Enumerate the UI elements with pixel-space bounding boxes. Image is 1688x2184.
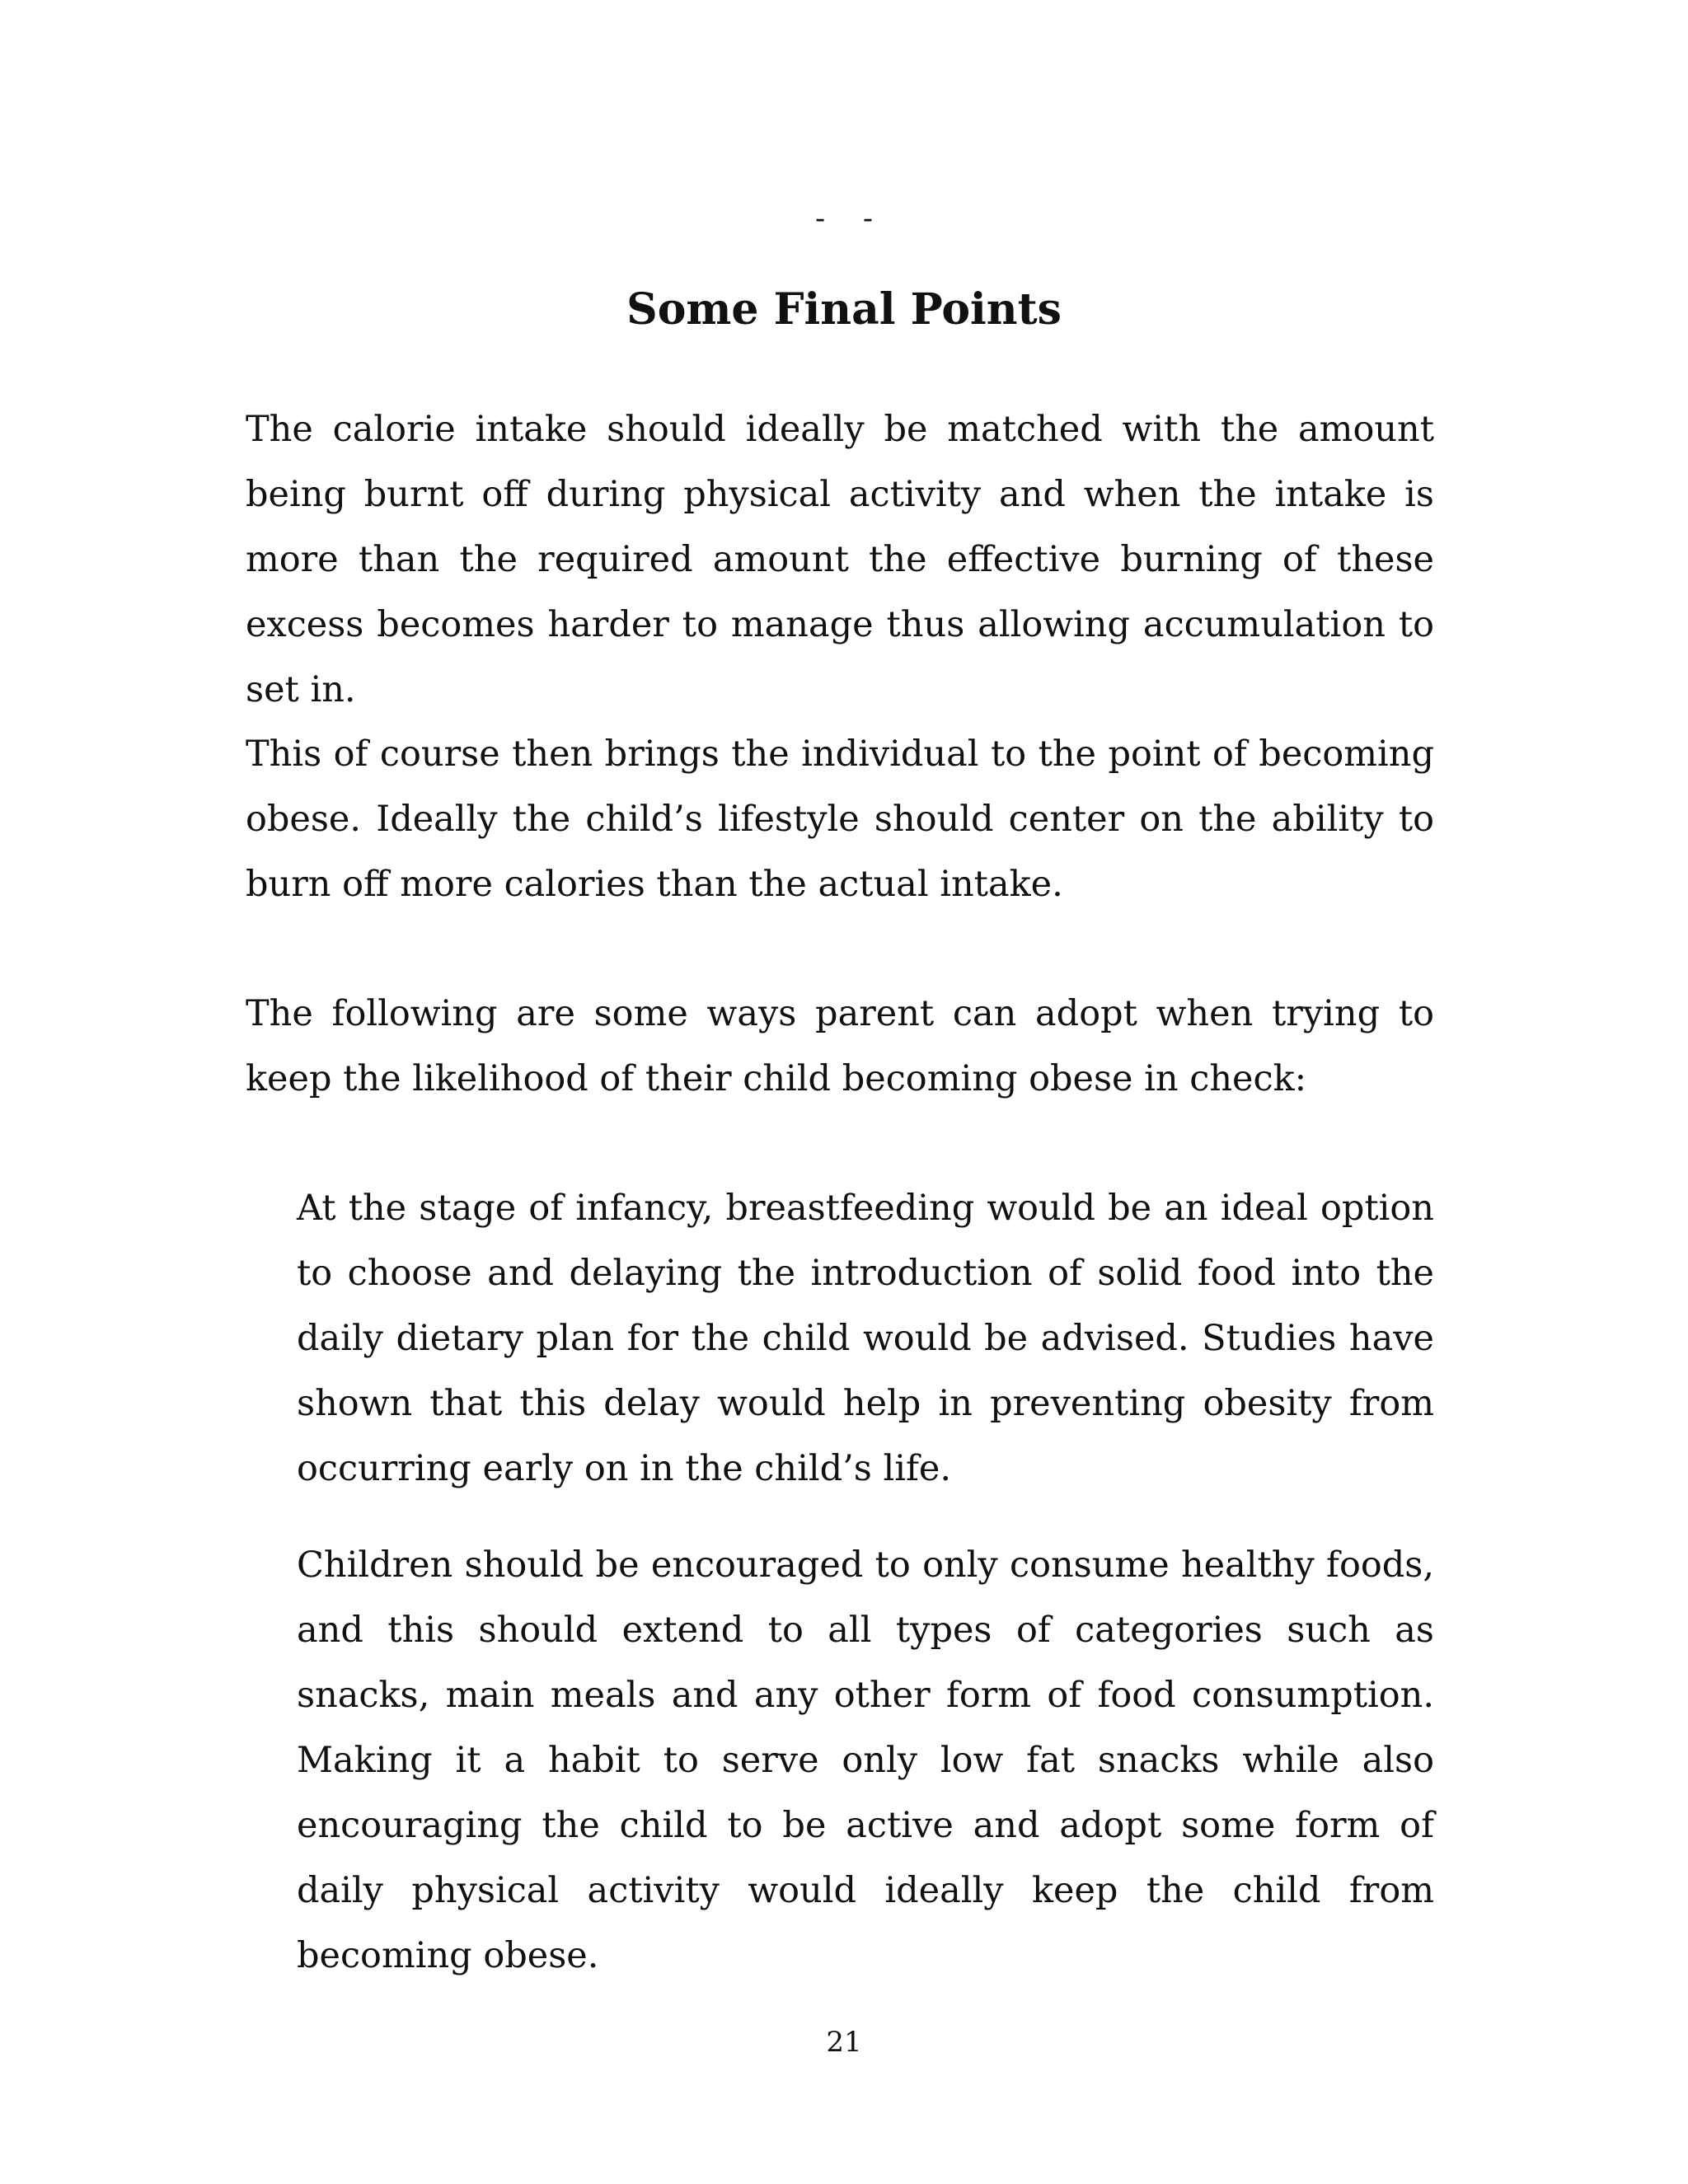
paragraph: The calorie intake should ideally be matched with the amount being burnt off during physical activity and when the intake is more than the required amount the effective burning of these excess becomes harder to manage thus allowing accumulation to set in.: [246, 409, 1434, 710]
header-decoration: - -: [814, 202, 874, 236]
paragraph: The following are some ways parent can adopt when trying to keep the likelihood of their child becoming obese in check:: [246, 993, 1434, 1099]
paragraph: This of course then brings the individual to the point of becoming obese. Ideally the child’s lifestyle should center on the ability to burn off more calories than the actual intake.: [246, 733, 1434, 905]
page-number: 21: [826, 2026, 862, 2059]
list-item: At the stage of infancy, breastfeeding would be an ideal option to choose and delaying the introduction of solid food into the daily dietary plan for the child would be advised. Studies have shown that this delay would help in preventing obesity from occurring early on in the child’s life.: [297, 1188, 1434, 1489]
chapter-title: Some Final Points: [626, 284, 1062, 335]
list-item: Children should be encouraged to only consume healthy foods, and this should extend to all types of categories such as snacks, main meals and any other form of food consumption. Making it a habit to serve only low fat snacks while also encouraging the child to be active and adopt some form of daily physical activity would ideally keep the child from becoming obese.: [297, 1544, 1434, 1976]
